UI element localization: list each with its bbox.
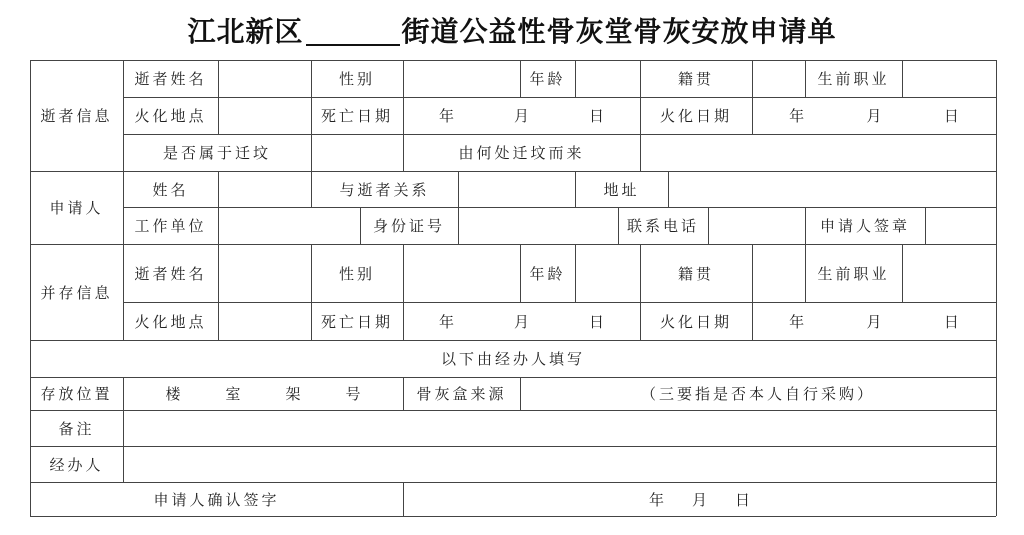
label-gender: 性别 xyxy=(338,70,375,88)
year-label: 年 xyxy=(789,107,805,125)
cremation-date-field[interactable] xyxy=(752,97,996,134)
id-number-field[interactable] xyxy=(458,207,618,244)
label-handler: 经办人 xyxy=(49,455,104,474)
joint-occupation-field[interactable] xyxy=(902,244,996,302)
remarks-field[interactable] xyxy=(123,410,996,446)
relocated-from-field[interactable] xyxy=(640,134,996,171)
section-deceased-label: 逝者信息 xyxy=(40,107,113,125)
year-label: 年 xyxy=(789,312,805,331)
joint-native-place-field[interactable] xyxy=(752,244,805,302)
label-cremation-place: 火化地点 xyxy=(134,107,207,125)
month-label: 月 xyxy=(866,312,882,331)
shelf-label: 架 xyxy=(285,385,301,403)
year-label: 年 xyxy=(648,490,664,509)
joint-death-date-field[interactable] xyxy=(403,302,640,340)
urn-source-note: （三要指是否本人自行采购） xyxy=(640,385,875,403)
work-unit-field[interactable] xyxy=(218,207,360,244)
address-field[interactable] xyxy=(668,171,996,207)
street-name-blank[interactable] xyxy=(306,14,400,46)
label-joint-cremation-date: 火化日期 xyxy=(659,312,732,331)
label-joint-death-date: 死亡日期 xyxy=(320,312,393,331)
is-relocated-field[interactable] xyxy=(311,134,403,171)
joint-age-field[interactable] xyxy=(575,244,640,302)
phone-field[interactable] xyxy=(708,207,805,244)
label-storage-location: 存放位置 xyxy=(40,385,113,403)
storage-location-field[interactable] xyxy=(123,377,403,410)
label-phone: 联系电话 xyxy=(626,217,699,235)
label-remarks: 备注 xyxy=(58,419,95,438)
applicant-seal-field[interactable] xyxy=(925,207,996,244)
age-field[interactable] xyxy=(575,60,640,97)
section-joint-label: 并存信息 xyxy=(40,283,113,302)
label-applicant-confirm: 申请人确认签字 xyxy=(153,490,280,509)
label-joint-occupation: 生前职业 xyxy=(817,264,890,283)
joint-gender-field[interactable] xyxy=(403,244,520,302)
label-occupation: 生前职业 xyxy=(817,70,890,88)
label-joint-cremation-place: 火化地点 xyxy=(134,312,207,331)
cremation-place-field[interactable] xyxy=(218,97,311,134)
handler-field[interactable] xyxy=(123,446,996,482)
day-label: 日 xyxy=(943,107,959,125)
label-deceased-name: 逝者姓名 xyxy=(134,70,207,88)
label-joint-native-place: 籍贯 xyxy=(677,264,714,283)
label-joint-gender: 性别 xyxy=(338,264,375,283)
month-label: 月 xyxy=(866,107,882,125)
label-address: 地址 xyxy=(603,180,640,199)
label-cremation-date: 火化日期 xyxy=(659,107,732,125)
confirm-date-field[interactable] xyxy=(403,482,996,516)
month-label: 月 xyxy=(513,107,529,125)
form-title xyxy=(0,8,1024,52)
month-label: 月 xyxy=(513,312,529,331)
joint-deceased-name-field[interactable] xyxy=(218,244,311,302)
label-urn-source: 骨灰盒来源 xyxy=(416,385,507,403)
label-death-date: 死亡日期 xyxy=(320,107,393,125)
label-applicant-name: 姓名 xyxy=(152,180,189,199)
day-label: 日 xyxy=(588,312,604,331)
label-work-unit: 工作单位 xyxy=(134,217,207,235)
label-applicant-seal: 申请人签章 xyxy=(819,217,910,235)
applicant-name-field[interactable] xyxy=(218,171,311,207)
label-joint-deceased-name: 逝者姓名 xyxy=(134,264,207,283)
urn-source-field[interactable] xyxy=(520,377,996,410)
gender-field[interactable] xyxy=(403,60,520,97)
day-label: 日 xyxy=(943,312,959,331)
title-form-name: 街道公益性骨灰堂骨灰安放申请单 xyxy=(401,15,837,48)
label-age: 年龄 xyxy=(529,70,566,88)
native-place-field[interactable] xyxy=(752,60,805,97)
relation-field[interactable] xyxy=(458,171,575,207)
room-label: 室 xyxy=(225,385,241,403)
label-relation: 与逝者关系 xyxy=(339,180,430,199)
occupation-field[interactable] xyxy=(902,60,996,97)
death-date-field[interactable] xyxy=(403,97,640,134)
label-is-relocated: 是否属于迁坟 xyxy=(162,144,271,162)
year-label: 年 xyxy=(438,312,454,331)
year-label: 年 xyxy=(438,107,454,125)
day-label: 日 xyxy=(588,107,604,125)
agent-fill-heading: 以下由经办人填写 xyxy=(440,350,585,368)
deceased-name-field[interactable] xyxy=(218,60,311,97)
label-id-number: 身份证号 xyxy=(372,217,445,235)
section-applicant-label: 申请人 xyxy=(49,199,104,217)
label-joint-age: 年龄 xyxy=(529,264,566,283)
number-label: 号 xyxy=(345,385,361,403)
title-district: 江北新区 xyxy=(187,15,304,48)
day-label: 日 xyxy=(735,490,751,509)
label-relocated-from: 由何处迁坟而来 xyxy=(458,144,585,162)
label-native-place: 籍贯 xyxy=(677,70,714,88)
building-label: 楼 xyxy=(165,385,181,403)
month-label: 月 xyxy=(691,490,707,509)
joint-cremation-date-field[interactable] xyxy=(752,302,996,340)
joint-cremation-place-field[interactable] xyxy=(218,302,311,340)
